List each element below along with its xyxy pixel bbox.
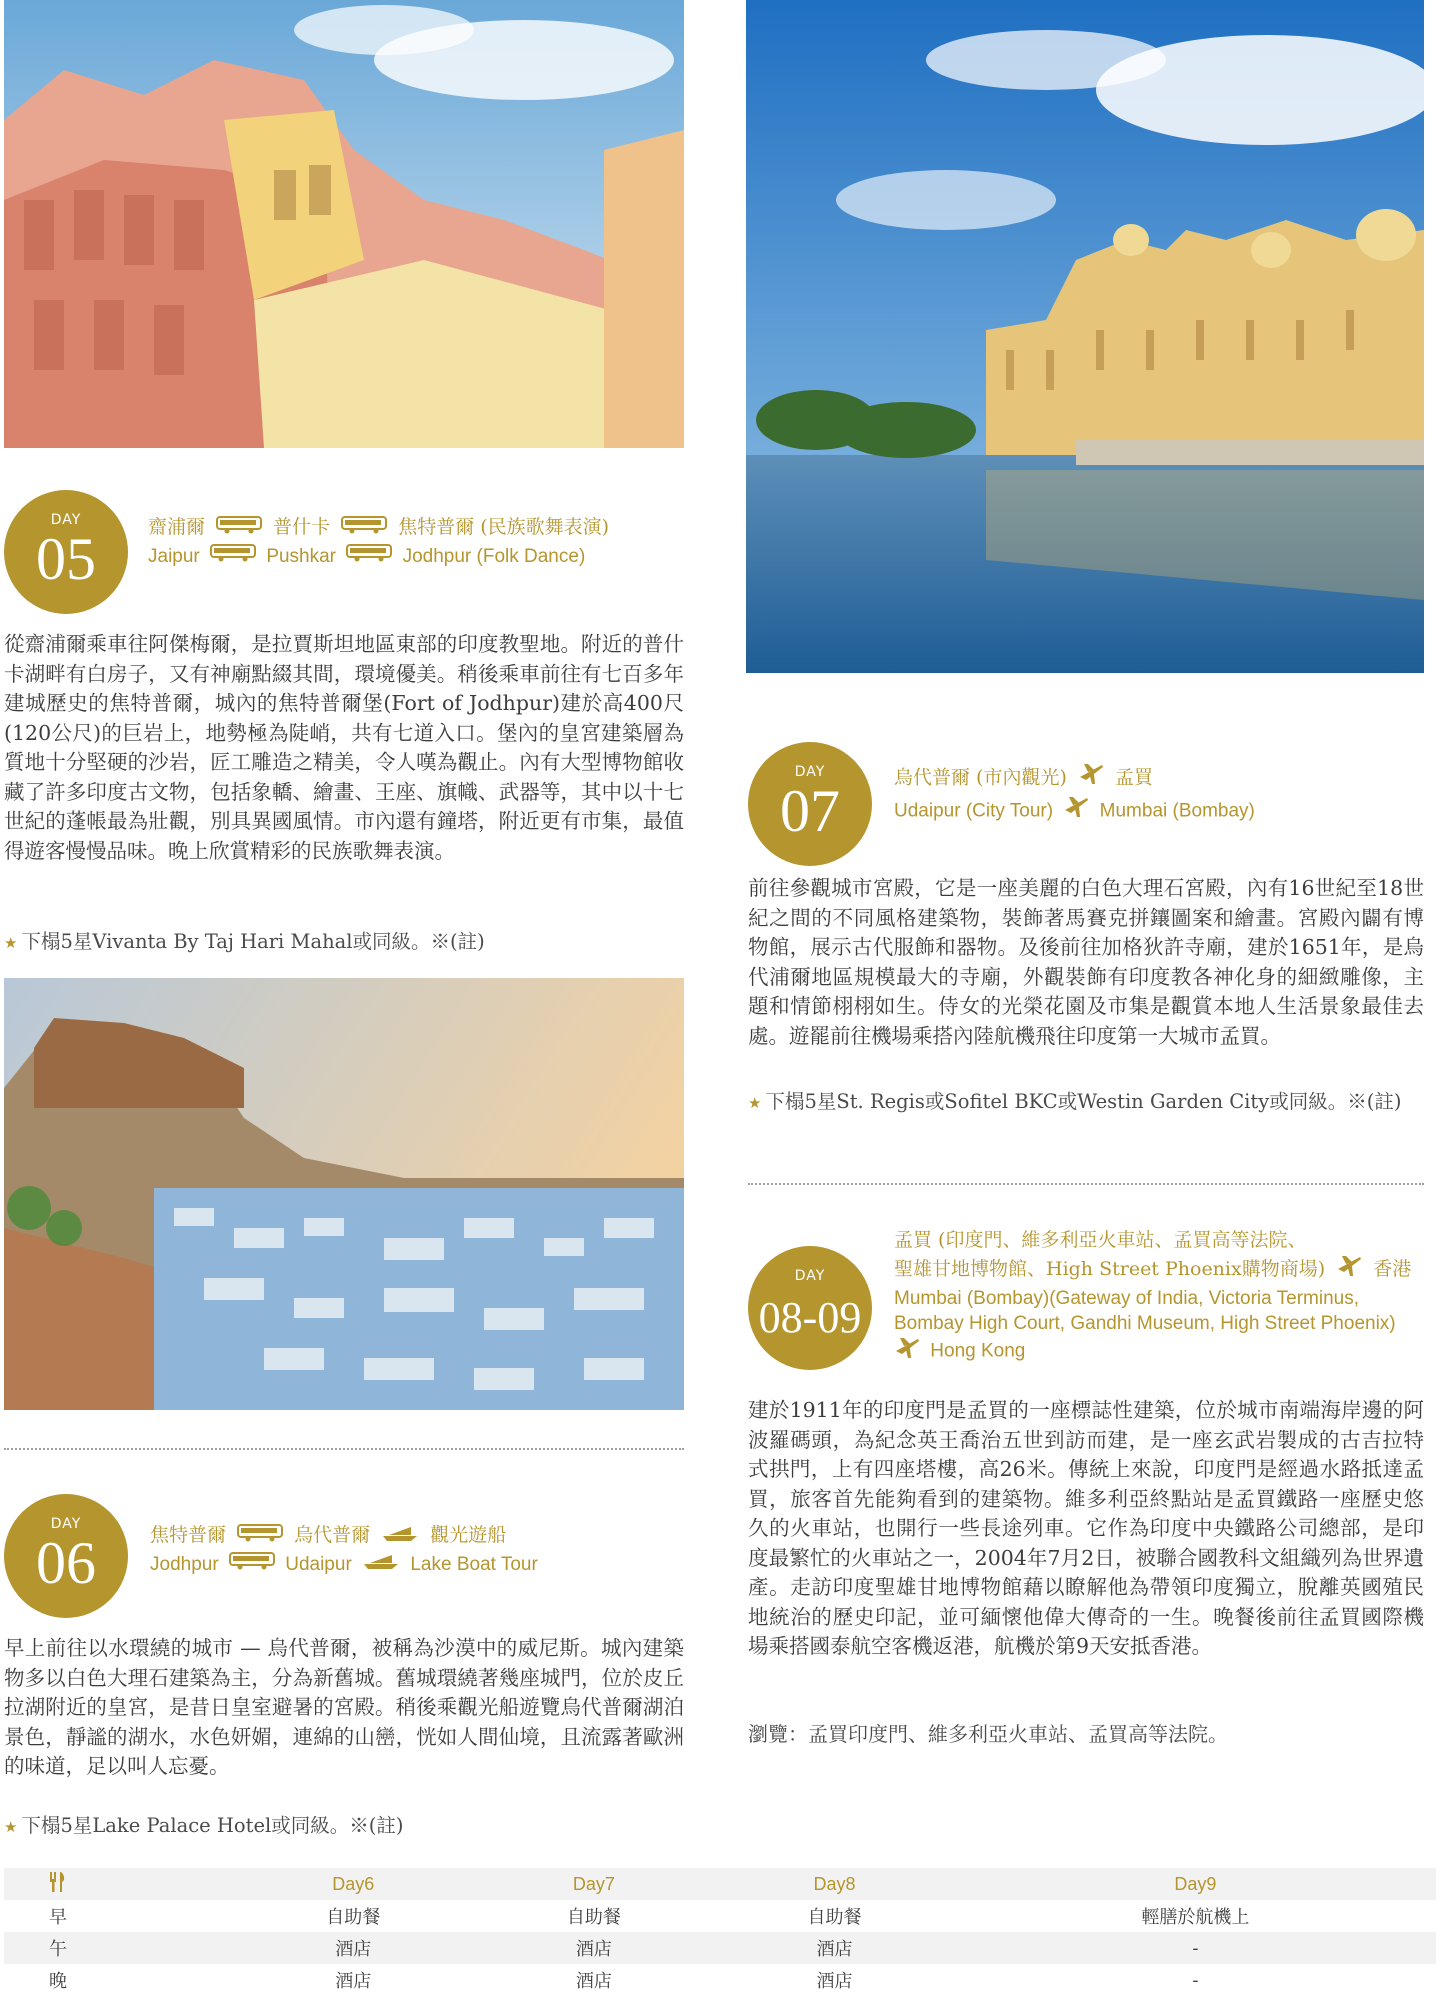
- meal-table-header: [4, 1868, 1436, 1900]
- meal-day-header: Day8: [714, 1868, 955, 1900]
- route-stop: 孟買: [1114, 766, 1153, 789]
- meal-cell: 酒店: [816, 1971, 853, 1992]
- day0809-description: 建於1911年的印度門是孟買的一座標誌性建築，位於城市南端海岸邊的阿波羅碼頭，為紀念英王喬治五世到訪而建，是一座玄武岩製成的古吉拉特式拱門，上有四座塔樓，高26米。傳統上來說，印度門是經過水路抵達孟買，旅客首先能夠看到的建築物。維多利亞終點站是孟買鐵路一座歷史悠久的火車站，也開行一些長途列車。它作為印度中央鐵路公司總部，是印度最繁忙的火車站之一，2004年7月2日，被聯合國教科文組織列為世界遺產。走訪印度聖雄甘地博物館藉以瞭解他為帶領印度獨立，脫離英國殖民地統治的歷史印記，並可緬懷他偉大傳奇的一生。晚餐後前往孟買國際機場乘搭國泰航空客機返港，航機於第9天安抵香港。: [748, 1398, 1424, 1658]
- route-day07: [894, 762, 1255, 828]
- meal-cell: -: [1192, 1969, 1199, 1991]
- route-stop: 香港: [1373, 1258, 1412, 1280]
- meal-row-breakfast: [4, 1900, 1436, 1932]
- route-stop: 聖雄甘地博物館、High Street Phoenix購物商場): [894, 1258, 1326, 1280]
- bus-icon: [341, 513, 387, 543]
- route-stop: 烏代普爾: [294, 1524, 371, 1546]
- meal-cell: 酒店: [233, 1932, 474, 1964]
- meal-cell: 酒店: [714, 1932, 955, 1964]
- route-zh-line1: 孟買 (印度門、維多利亞火車站、孟買高等法院、: [894, 1229, 1307, 1251]
- route-stop: Mumbai (Bombay): [1099, 800, 1255, 822]
- day-label: DAY: [50, 512, 82, 528]
- meal-label: 午: [4, 1932, 233, 1964]
- boat-icon: [381, 1521, 419, 1551]
- route-stop: Jodhpur (Folk Dance): [402, 546, 586, 568]
- photo-udaipur-palace: [746, 0, 1424, 673]
- route-en-line3: [894, 1336, 1411, 1367]
- meal-cell: -: [955, 1932, 1436, 1964]
- star-icon: ★: [4, 1818, 18, 1836]
- route-stop: 普什卡: [273, 516, 331, 538]
- meal-cell: 自助餐: [807, 1907, 862, 1928]
- route-stop: 烏代普爾 (市內觀光): [894, 766, 1067, 789]
- day-badge-07: [748, 742, 872, 866]
- hotel-text: 下榻5星St. Regis或Sofitel BKC或Westin Garden City或同級。※(註): [765, 1090, 1402, 1113]
- hotel-text: 下榻5星Vivanta By Taj Hari Mahal或同級。※(註): [21, 930, 485, 953]
- day07-description: 前往參觀城市宮殿，它是一座美麗的白色大理石宮殿，內有16世紀至18世紀之間的不同風格建築物，裝飾著馬賽克拼鑲圖案和繪畫。宮殿內闢有博物館，展示古代服飾和器物。及後前往加格狄許寺廟，建於1651年，是烏代浦爾地區規模最大的寺廟，外觀裝飾有印度教各神化身的細緻雕像，主題和情節栩栩如生。侍女的光榮花園及市集是觀賞本地人生活景象最佳去處。遊罷前往機場乘搭內陸航機飛往印度第一大城市孟買。: [748, 876, 1424, 1048]
- day06-description: 早上前往以水環繞的城市 — 烏代普爾，被稱為沙漠中的威尼斯。城內建築物多以白色大理石建築為主，分為新舊城。舊城環繞著幾座城門，位於皮丘拉湖附近的皇宮，是昔日皇室避暑的宮殿。稍後乘觀光船遊覽烏代普爾湖泊景色，靜謐的湖水，水色妍媚，連綿的山巒，恍如人間仙境，且流露著歐洲的味道，足以叫人忘憂。: [4, 1636, 684, 1778]
- day07-hotel: [748, 1088, 1424, 1117]
- meal-label: 早: [49, 1907, 67, 1928]
- divider: [748, 1183, 1424, 1185]
- day0809-sightseeing: 瀏覽：孟買印度門、維多利亞火車站、孟買高等法院。: [748, 1722, 1228, 1746]
- route-day06: [150, 1520, 538, 1579]
- bus-icon: [229, 1551, 275, 1579]
- meal-table: [4, 1868, 1436, 1996]
- day-number: 06: [36, 1530, 96, 1596]
- day-label: DAY: [794, 1268, 826, 1284]
- route-en: [150, 1551, 538, 1579]
- meal-row-dinner: [4, 1964, 1436, 1996]
- route-en: [894, 795, 1255, 828]
- meal-label: 晚: [49, 1971, 67, 1992]
- route-stop: 齋浦爾: [148, 516, 206, 538]
- star-icon: ★: [748, 1094, 762, 1112]
- day-badge-06: [4, 1494, 128, 1618]
- route-stop: Jodhpur: [150, 1554, 219, 1576]
- route-day05: [148, 512, 609, 571]
- route-zh: [894, 762, 1255, 795]
- day-badge-05: [4, 490, 128, 614]
- divider: [4, 1448, 684, 1450]
- route-stop: Udaipur (City Tour): [894, 800, 1054, 822]
- route-stop: 焦特普爾 (民族歌舞表演): [398, 516, 610, 538]
- meal-day-header: Day9: [955, 1868, 1436, 1900]
- route-stop: 焦特普爾: [150, 1524, 227, 1546]
- bus-icon: [237, 1521, 283, 1551]
- plane-icon: [1336, 1254, 1362, 1286]
- route-stop: Pushkar: [266, 546, 337, 568]
- day06-hotel: [4, 1812, 684, 1841]
- plane-icon: [894, 1336, 920, 1367]
- star-icon: ★: [4, 934, 18, 952]
- meal-cell: 酒店: [335, 1971, 372, 1992]
- day05-description: 從齋浦爾乘車往阿傑梅爾，是拉賈斯坦地區東部的印度教聖地。附近的普什卡湖畔有白房子，又有神廟點綴其間，環境優美。稍後乘車前往有七百多年建城歷史的焦特普爾，城內的焦特普爾堡(Fort of Jodhpur)建於高400尺(120公尺)的巨岩上，地勢極為陡峭，共有七道入口。堡內的皇宮建築層為質地十分堅硬的沙岩，匠工雕造之精美，令人嘆為觀止。內有大型博物館收藏了許多印度古文物，包括象轎、繪畫、王座、旗幟、武器等，其中以十七世紀的蓬帳最為壯觀，別具異國風情。市內還有鐘塔，附近更有市集，最值得遊客慢慢品味。晚上欣賞精彩的民族歌舞表演。: [4, 632, 684, 863]
- route-zh: [150, 1520, 538, 1551]
- route-stop: Lake Boat Tour: [410, 1554, 538, 1576]
- meal-cell: 自助餐: [566, 1907, 621, 1928]
- meal-cell: 酒店: [474, 1932, 715, 1964]
- meal-row-lunch: [4, 1932, 1436, 1964]
- day05-hotel: [4, 928, 684, 957]
- plane-icon: [1063, 795, 1089, 828]
- day-badge-0809: [748, 1246, 872, 1370]
- bus-icon: [216, 513, 262, 543]
- day-number: 08-09: [758, 1293, 862, 1342]
- route-zh-line2: [894, 1254, 1411, 1286]
- meal-day-header: Day6: [233, 1868, 474, 1900]
- meal-day-header: Day7: [474, 1868, 715, 1900]
- bus-icon: [210, 543, 256, 571]
- meal-cell: 自助餐: [326, 1907, 381, 1928]
- photo-jodhpur-fort: [4, 978, 684, 1410]
- route-en-line2: Bombay High Court, Gandhi Museum, High Street Phoenix): [894, 1313, 1396, 1334]
- plane-icon: [1078, 762, 1104, 795]
- photo-hawa-mahal: [4, 0, 684, 448]
- route-stop: Udaipur: [285, 1554, 352, 1576]
- meal-cell: 酒店: [575, 1971, 612, 1992]
- day-number: 05: [36, 526, 96, 592]
- route-day0809: [894, 1226, 1411, 1367]
- day-label: DAY: [50, 1516, 82, 1532]
- route-en-line1: Mumbai (Bombay)(Gateway of India, Victoria Terminus,: [894, 1288, 1359, 1309]
- cutlery-icon: [4, 1868, 233, 1900]
- route-en: [148, 543, 609, 571]
- hotel-text: 下榻5星Lake Palace Hotel或同級。※(註): [21, 1814, 404, 1837]
- boat-icon: [362, 1551, 400, 1579]
- route-stop: 觀光遊船: [430, 1524, 507, 1546]
- bus-icon: [346, 543, 392, 571]
- route-zh: [148, 512, 609, 543]
- meal-cell: 輕膳於航機上: [1141, 1907, 1250, 1928]
- route-stop: Hong Kong: [930, 1340, 1026, 1362]
- day-label: DAY: [794, 764, 826, 780]
- day-number: 07: [780, 778, 840, 844]
- route-stop: Jaipur: [148, 546, 200, 568]
